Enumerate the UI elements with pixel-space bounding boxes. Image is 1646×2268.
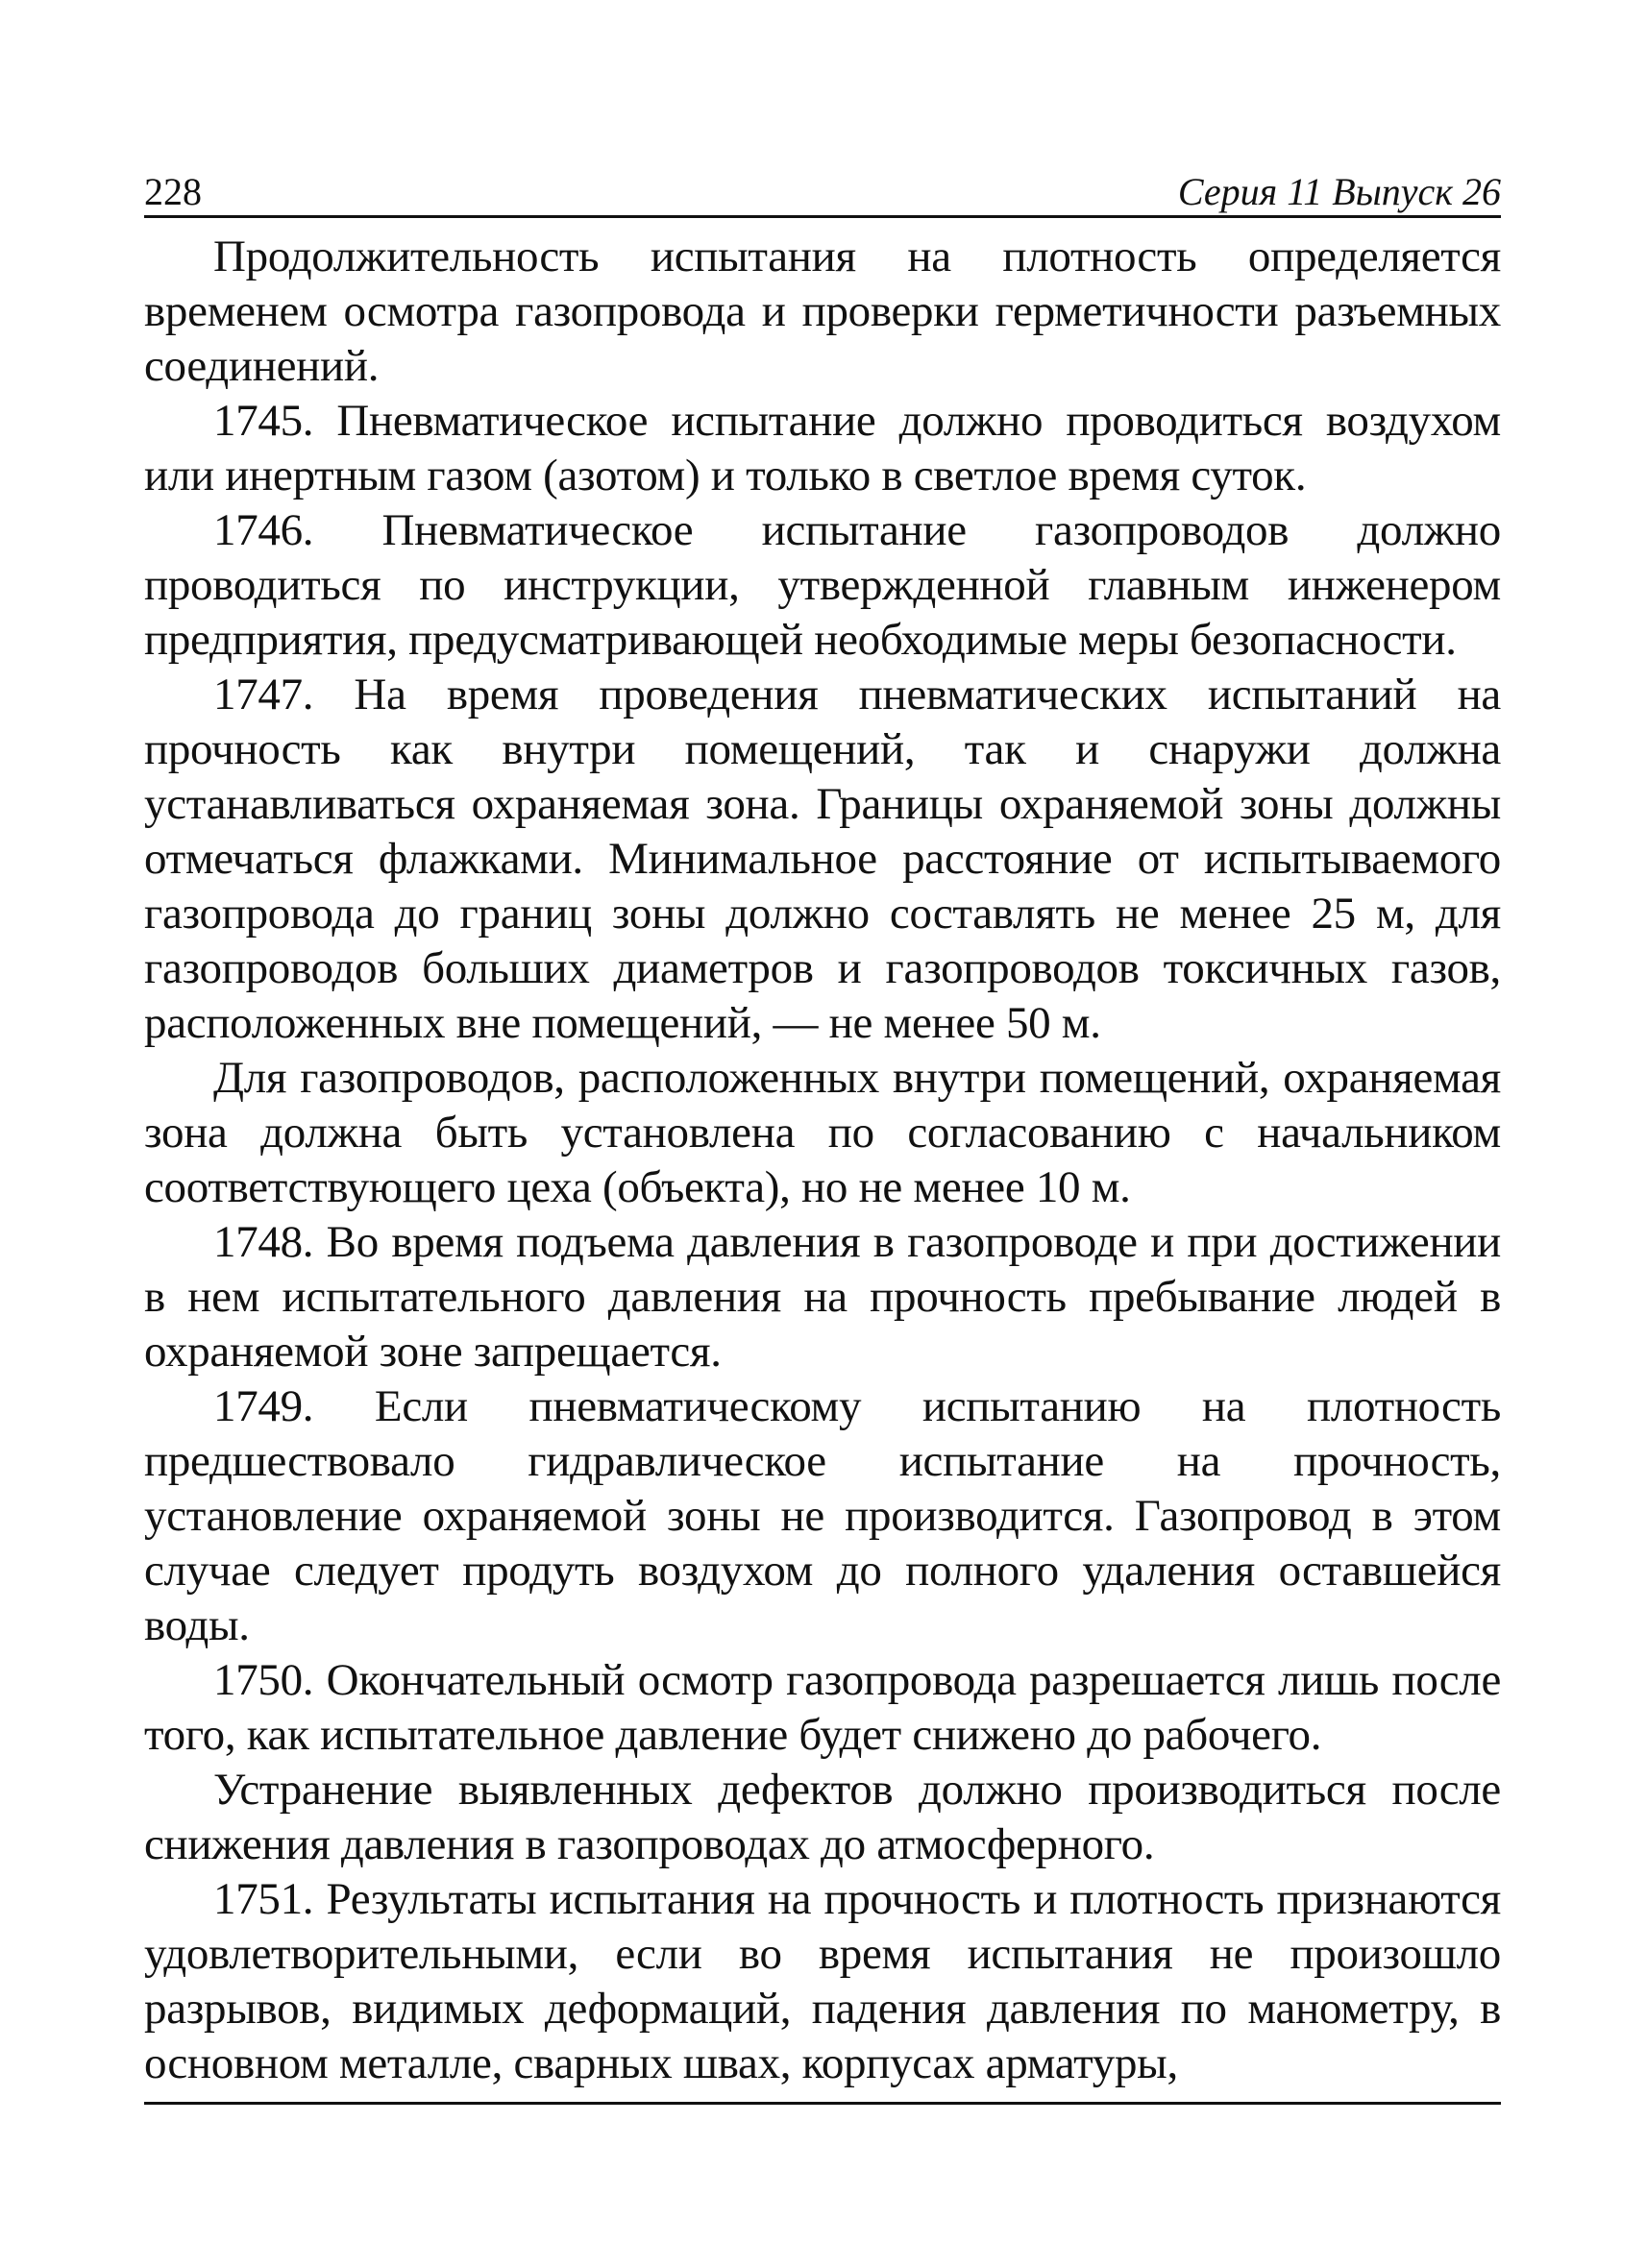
running-title: Серия 11 Выпуск 26 <box>1177 170 1501 213</box>
footer-rule <box>144 2102 1501 2105</box>
paragraph: Для газопроводов, расположенных внутри помещений, охраняемая зона должна быть установлена по согласованию с начальником соответствующего цеха (объекта), но не менее 10 м. <box>144 1053 1501 1212</box>
document-page <box>144 165 1501 2091</box>
paragraph-1750: 1750. Окончательный осмотр газопровода разрешается лишь после того, как испытательное давление будет снижено до рабочего. <box>144 1655 1501 1760</box>
page-header <box>144 165 1501 218</box>
paragraph-1751: 1751. Результаты испытания на прочность и плотность признаются удовлетворительными, если во время испытания не произошло разрывов, видимых деформаций, падения давления по манометру, в основном металле, сварных швах, корпусах арматуры, <box>144 1874 1501 2088</box>
body-text <box>144 230 1501 2091</box>
paragraph-1748: 1748. Во время подъема давления в газопроводе и при достижении в нем испытательного давления на прочность пребывание людей в охраняемой зоне запрещается. <box>144 1217 1501 1377</box>
paragraph-1745: 1745. Пневматическое испытание должно проводиться воздухом или инертным газом (азотом) и только в светлое время суток. <box>144 396 1501 500</box>
paragraph: Продолжительность испытания на плотность определяется временем осмотра газопровода и проверки герметичности разъемных соединений. <box>144 232 1501 391</box>
paragraph-1746: 1746. Пневматическое испытание газопроводов должно проводиться по инструкции, утвержденной главным инженером предприятия, предусматривающей необходимые меры безопасности. <box>144 505 1501 665</box>
paragraph: Устранение выявленных дефектов должно производиться после снижения давления в газопроводах до атмосферного. <box>144 1765 1501 1869</box>
paragraph-1747: 1747. На время проведения пневматических испытаний на прочность как внутри помещений, так и снаружи должна устанавливаться охраняемая зона. Границы охраняемой зоны должны отмечаться флажками. Минимальное расстояние от испытываемого газопровода до границ зоны должно составлять не менее 25 м, для газопроводов больших диаметров и газопроводов токсичных газов, расположенных вне помещений, — не менее 50 м. <box>144 670 1501 1048</box>
page-number: 228 <box>144 170 202 213</box>
paragraph-1749: 1749. Если пневматическому испытанию на плотность предшествовало гидравлическое испытание на прочность, установление охраняемой зоны не производится. Газопровод в этом случае следует продуть воздухом до полного удаления оставшейся воды. <box>144 1381 1501 1650</box>
